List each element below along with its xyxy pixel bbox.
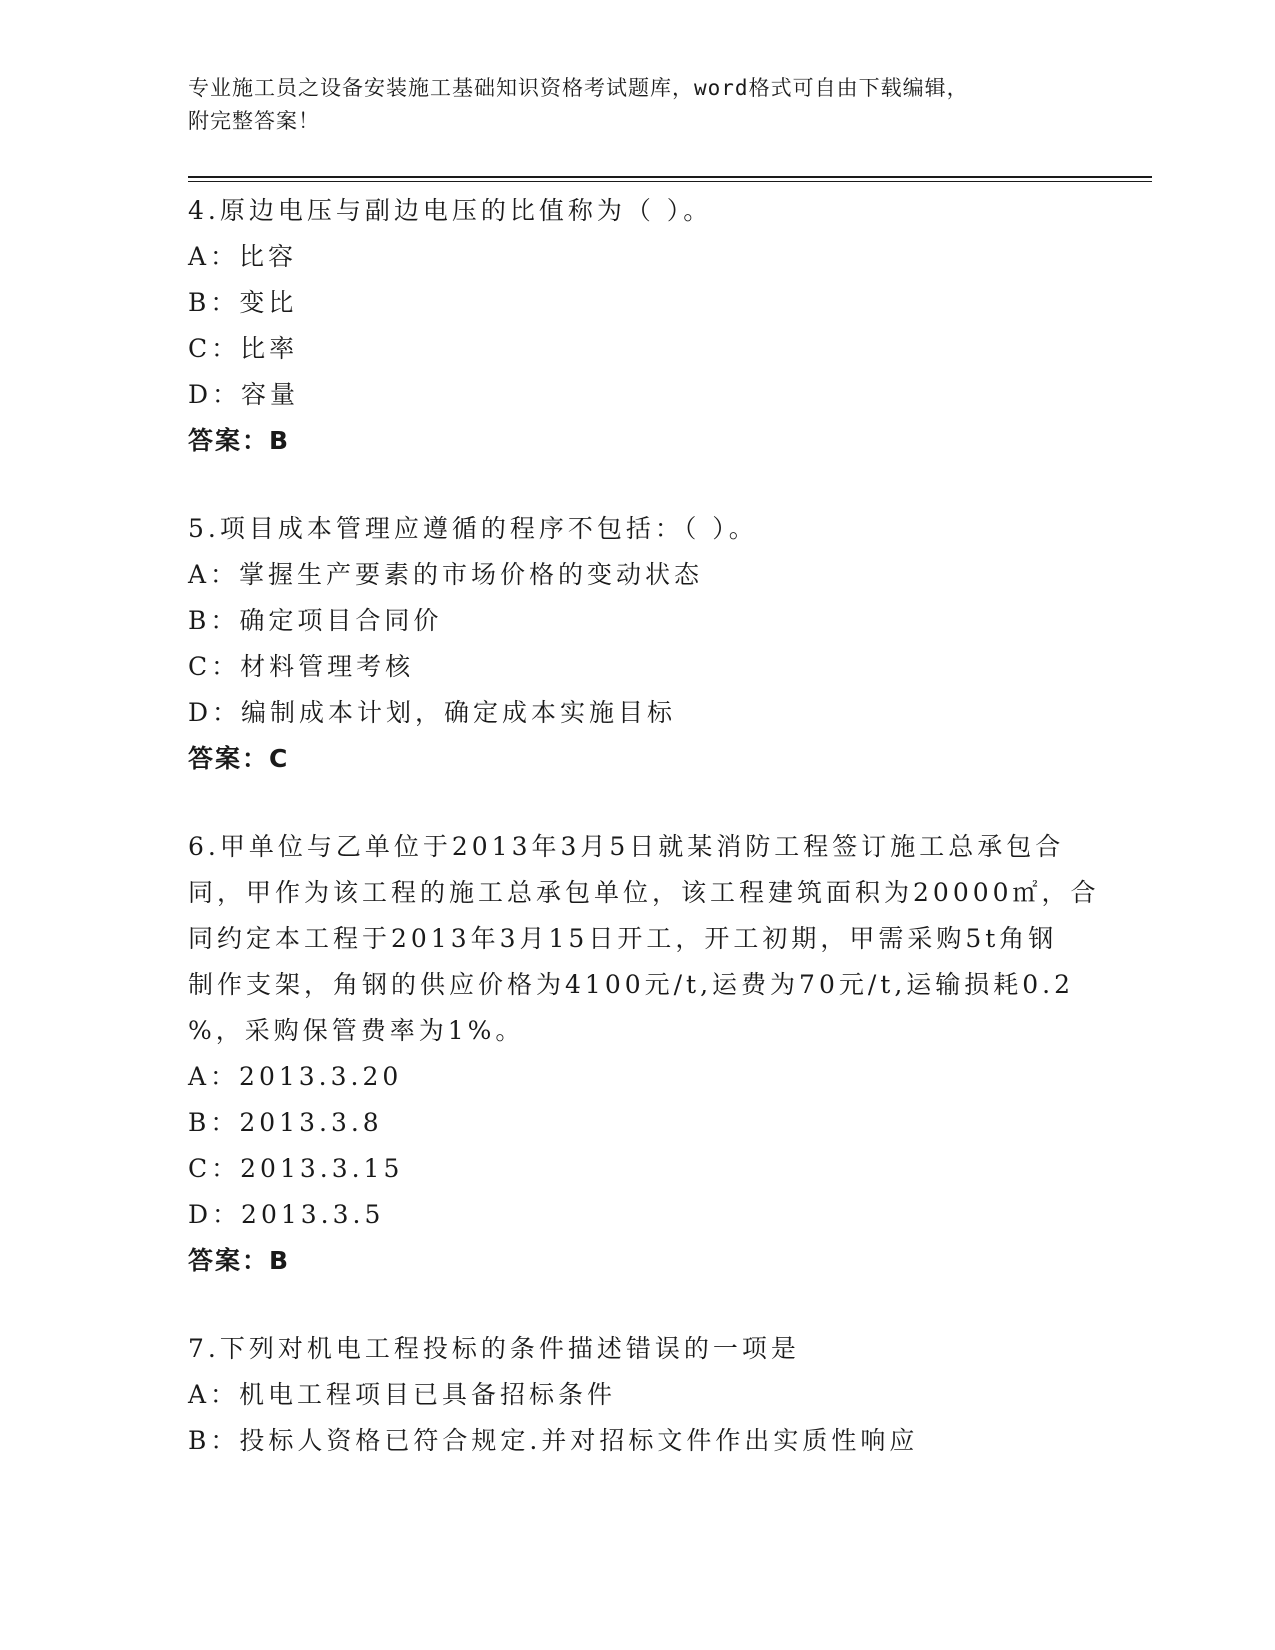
question-stem-line-4: 制作支架，角钢的供应价格为4100元/t,运费为70元/t,运输损耗0.2: [188, 970, 1075, 999]
option-c: C：2013.3.15: [188, 1154, 404, 1183]
question-stem-line-3: 同约定本工程于2013年3月15日开工，开工初期，甲需采购5t角钢: [188, 924, 1058, 953]
header-line-2: 附完整答案！: [188, 109, 320, 133]
spacer: [188, 782, 1088, 824]
question-block: [188, 188, 1088, 464]
question-stem-line-1: 6.甲单位与乙单位于2013年3月5日就某消防工程签订施工总承包合: [188, 832, 1065, 861]
question-block: [188, 506, 1088, 782]
option-b: B：2013.3.8: [188, 1108, 383, 1137]
answer-label: 答案：B: [188, 426, 291, 455]
question-list: [188, 188, 1100, 1464]
question-stem: 4.原边电压与副边电压的比值称为（ ）。: [188, 196, 713, 225]
header-divider-thin: [188, 181, 1152, 182]
option-d: D：容量: [188, 380, 300, 409]
option-b: B：投标人资格已符合规定.并对招标文件作出实质性响应: [188, 1426, 919, 1455]
page-header: [188, 72, 1088, 138]
question-block: [188, 1326, 1088, 1464]
option-d: D：2013.3.5: [188, 1200, 385, 1229]
option-a: A：比容: [188, 242, 298, 271]
spacer: [188, 1284, 1088, 1326]
option-c: C：材料管理考核: [188, 652, 415, 681]
option-b: B：确定项目合同价: [188, 606, 443, 635]
option-a: A：2013.3.20: [188, 1062, 403, 1091]
answer-label: 答案：C: [188, 744, 290, 773]
question-stem: 5.项目成本管理应遵循的程序不包括：（ ）。: [188, 514, 758, 543]
question-stem-line-2: 同，甲作为该工程的施工总承包单位，该工程建筑面积为20000㎡，合: [188, 878, 1100, 907]
option-b: B：变比: [188, 288, 298, 317]
option-c: C：比率: [188, 334, 299, 363]
question-block: [188, 824, 1100, 1284]
answer-label: 答案：B: [188, 1246, 291, 1275]
header-line-1: 专业施工员之设备安装施工基础知识资格考试题库，word格式可自由下载编辑，: [188, 76, 969, 100]
question-stem-line-5: %，采购保管费率为1%。: [188, 1016, 525, 1045]
option-a: A：掌握生产要素的市场价格的变动状态: [188, 560, 704, 589]
question-stem: 7.下列对机电工程投标的条件描述错误的一项是: [188, 1334, 800, 1363]
spacer: [188, 464, 1088, 506]
option-a: A：机电工程项目已具备招标条件: [188, 1380, 617, 1409]
option-d: D：编制成本计划，确定成本实施目标: [188, 698, 677, 727]
header-divider-thick: [188, 176, 1152, 178]
